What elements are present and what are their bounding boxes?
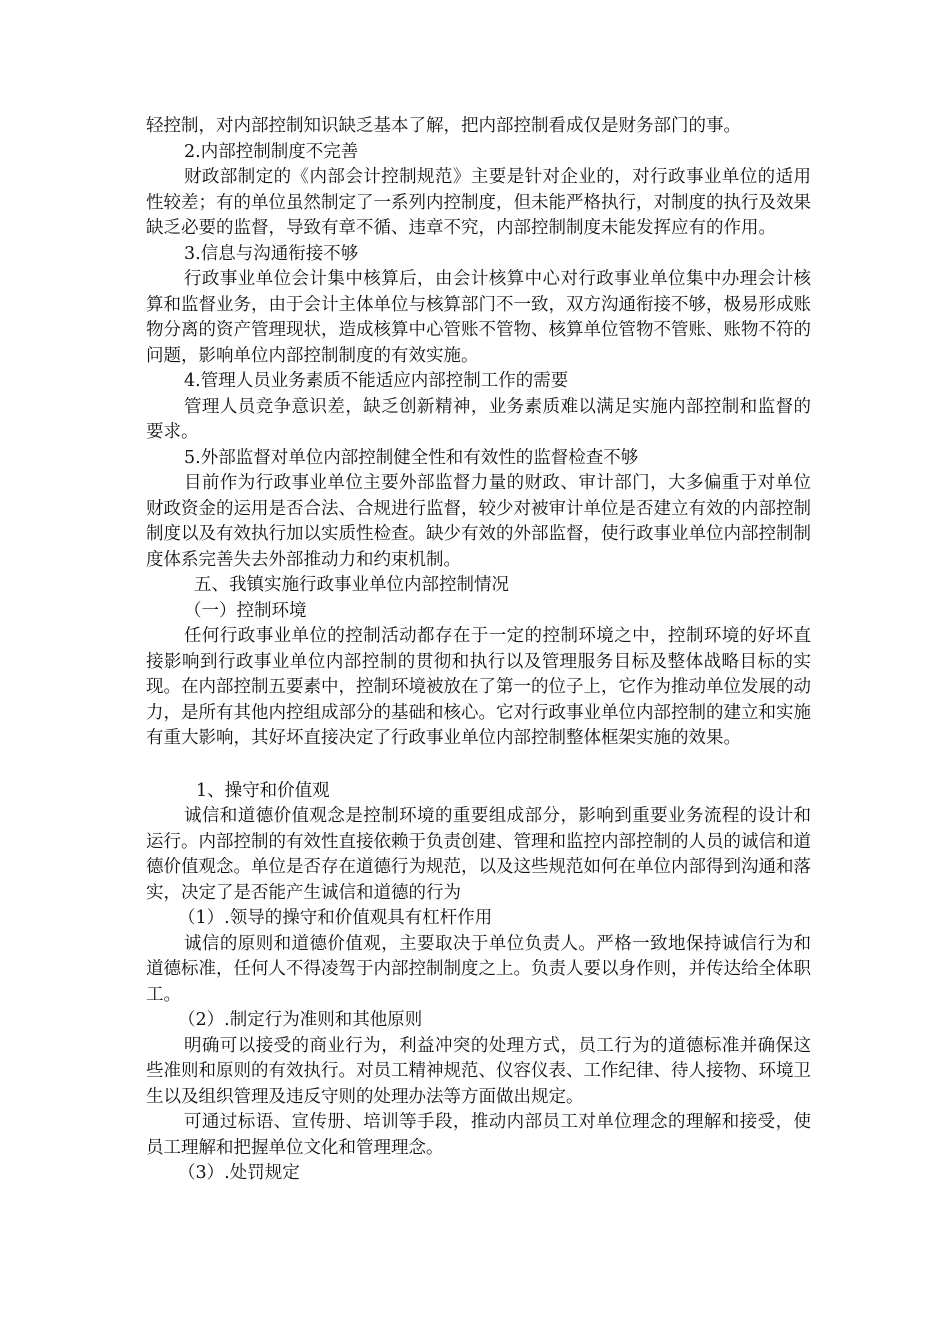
subheading-3: 3.信息与沟通衔接不够 — [184, 243, 359, 264]
subheading-5: 5.外部监督对单位内部控制健全性和有效性的监督检查不够 — [184, 447, 639, 468]
body-paragraph: 诚信和道德价值观念是控制环境的重要组成部分，影响到重要业务流程的设计和运行。内部控制的有效性直接依赖于负责创建、管理和监控内部控制的人员的诚信和道德价值观念。单位是否存在道德行为规范，以及这些规范如何在单位内部得到沟通和落实，决定了是否能产生诚信和道德的行为 — [146, 806, 811, 903]
subsection-heading-control-environment: （一）控制环境 — [184, 600, 307, 621]
item-heading-code-of-conduct: （2）.制定行为准则和其他原则 — [178, 1010, 423, 1030]
item-heading-leadership: （1）.领导的操守和价值观具有杠杆作用 — [178, 908, 493, 928]
body-paragraph: 明确可以接受的商业行为，利益冲突的处理方式，员工行为的道德标准并确保这些准则和原则的有效执行。对员工精神规范、仪容仪表、工作纪律、待人接物、环境卫生以及组织管理及违反守则的处理办法等方面做出规定。 — [146, 1035, 811, 1107]
body-paragraph: 可通过标语、宣传册、培训等手段，推动内部员工对单位理念的理解和接受，使员工理解和把握单位文化和管理理念。 — [146, 1112, 811, 1158]
body-paragraph: 财政部制定的《内部会计控制规范》主要是针对企业的，对行政事业单位的适用性较差；有的单位虽然制定了一系列内控制度，但未能严格执行，对制度的执行及效果缺乏必要的监督，导致有章不循、违章不究，内部控制制度未能发挥应有的作用。 — [146, 167, 811, 238]
item-heading-penalties: （3）.处罚规定 — [178, 1163, 300, 1183]
document-body — [146, 114, 811, 1187]
body-paragraph: 诚信的原则和道德价值观，主要取决于单位负责人。严格一致地保持诚信行为和道德标准，任何人不得凌驾于内部控制制度之上。负责人要以身作则，并传达给全体职工。 — [146, 933, 811, 1005]
item-heading-ethics-values: 1、操守和价值观 — [196, 780, 330, 801]
section-heading-5: 五、我镇实施行政事业单位内部控制情况 — [194, 575, 509, 595]
subheading-2: 2.内部控制制度不完善 — [184, 141, 359, 162]
body-paragraph: 管理人员竞争意识差，缺乏创新精神，业务素质难以满足实施内部控制和监督的要求。 — [146, 396, 811, 442]
body-paragraph: 目前作为行政事业单位主要外部监督力量的财政、审计部门，大多偏重于对单位财政资金的运用是否合法、合规进行监督，较少对被审计单位是否建立有效的内部控制制度以及有效执行加以实质性检查。缺少有效的外部监督，使行政事业单位内部控制制度体系完善失去外部推动力和约束机制。 — [146, 473, 811, 570]
continuation-paragraph: 轻控制，对内部控制知识缺乏基本了解，把内部控制看成仅是财务部门的事。 — [146, 116, 741, 136]
body-paragraph: 行政事业单位会计集中核算后，由会计核算中心对行政事业单位集中办理会计核算和监督业务，由于会计主体单位与核算部门不一致，双方沟通衔接不够，极易形成账物分离的资产管理现状，造成核算中心管账不管物、核算单位管物不管账、账物不符的问题，影响单位内部控制制度的有效实施。 — [146, 269, 811, 366]
body-paragraph: 任何行政事业单位的控制活动都存在于一定的控制环境之中，控制环境的好坏直接影响到行政事业单位内部控制的贯彻和执行以及管理服务目标及整体战略目标的实现。在内部控制五要素中，控制环境被放在了第一的位子上，它作为推动单位发展的动力，是所有其他内控组成部分的基础和核心。它对行政事业单位内部控制的建立和实施有重大影响，其好坏直接决定了行政事业单位内部控制整体框架实施的效果。 — [146, 626, 811, 748]
paragraph-spacer — [146, 752, 811, 779]
subheading-4: 4.管理人员业务素质不能适应内部控制工作的需要 — [184, 371, 569, 391]
